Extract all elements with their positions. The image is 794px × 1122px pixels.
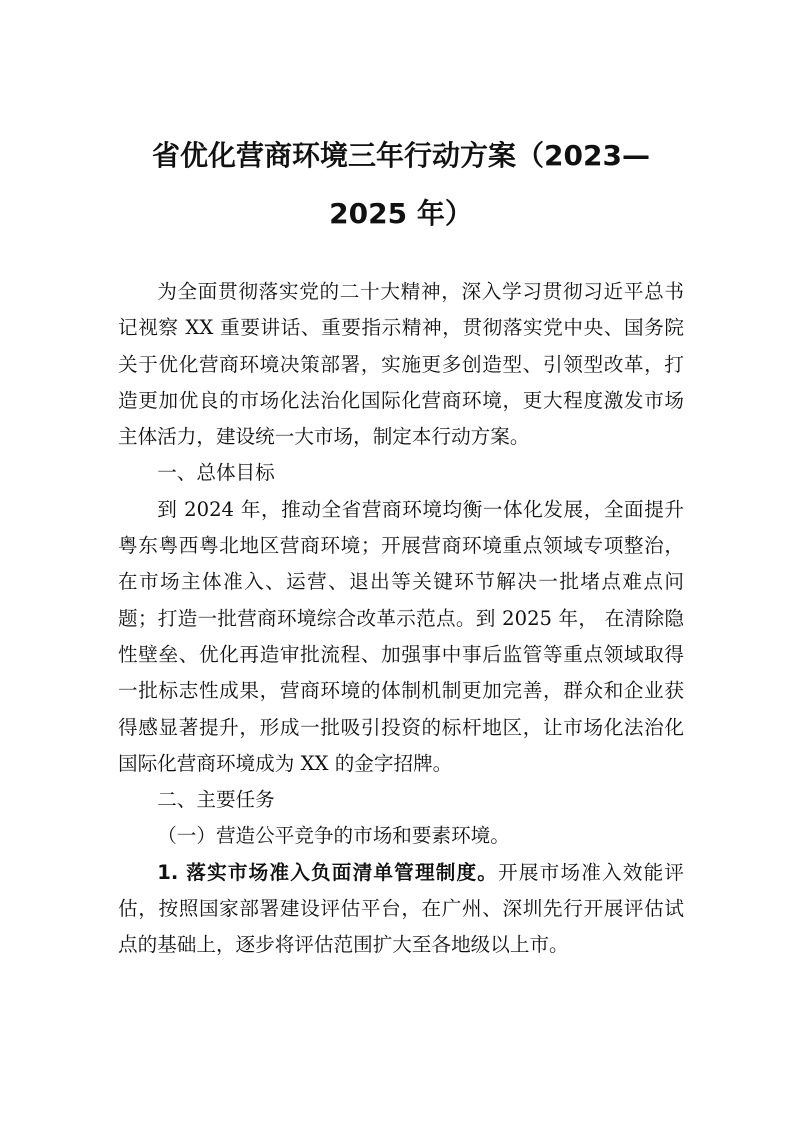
document-title-line-2: 2025 年） — [329, 197, 473, 230]
item-1-paragraph — [118, 855, 684, 964]
document-body — [118, 274, 684, 964]
item-1-text: 开展市场准入效能评估，按照国家部署建设评估平台，在广州、深圳先行开展评估试点的基础上，逐步将评估范围扩大至各地级以上市。 — [118, 860, 685, 957]
intro-paragraph: 为全面贯彻落实党的二十大精神，深入学习贯彻习近平总书记视察 XX 重要讲话、重要指示精神，贯彻落实党中央、国务院关于优化营商环境决策部署，实施更多创造型、引领型改革，打造更加优良的市场化法治化国际化营商环境，更大程度激发市场主体活力，建设统一大市场，制定本行动方案。 — [118, 280, 684, 449]
section-1-paragraph: 到 2024 年，推动全省营商环境均衡一体化发展，全面提升粤东粤西粤北地区营商环境；开展营商环境重点领域专项整治，在市场主体准入、运营、退出等关键环节解决一批堵点难点问题；打造一批营商环境综合改革示范点。到 2025 年， 在清除隐性壁垒、优化再造审批流程、加强事中事后监管等重点领域取得一批标志性成果，营商环境的体制机制更加完善，群众和企业获得感显著提升，形成一批吸引投资的标杆地区，让市场化法治化国际化营商环境成为 XX 的金字招牌。 — [118, 497, 684, 775]
subsection-1-heading: （一）营造公平竞争的市场和要素环境。 — [157, 824, 510, 848]
item-1-bold-lead: 1. 落实市场准入负面清单管理制度。 — [157, 860, 499, 884]
section-2-heading: 二、主要任务 — [157, 788, 275, 812]
section-1-heading: 一、总体目标 — [157, 461, 275, 485]
document-title-line-1: 省优化营商环境三年行动方案（2023— — [152, 139, 650, 172]
